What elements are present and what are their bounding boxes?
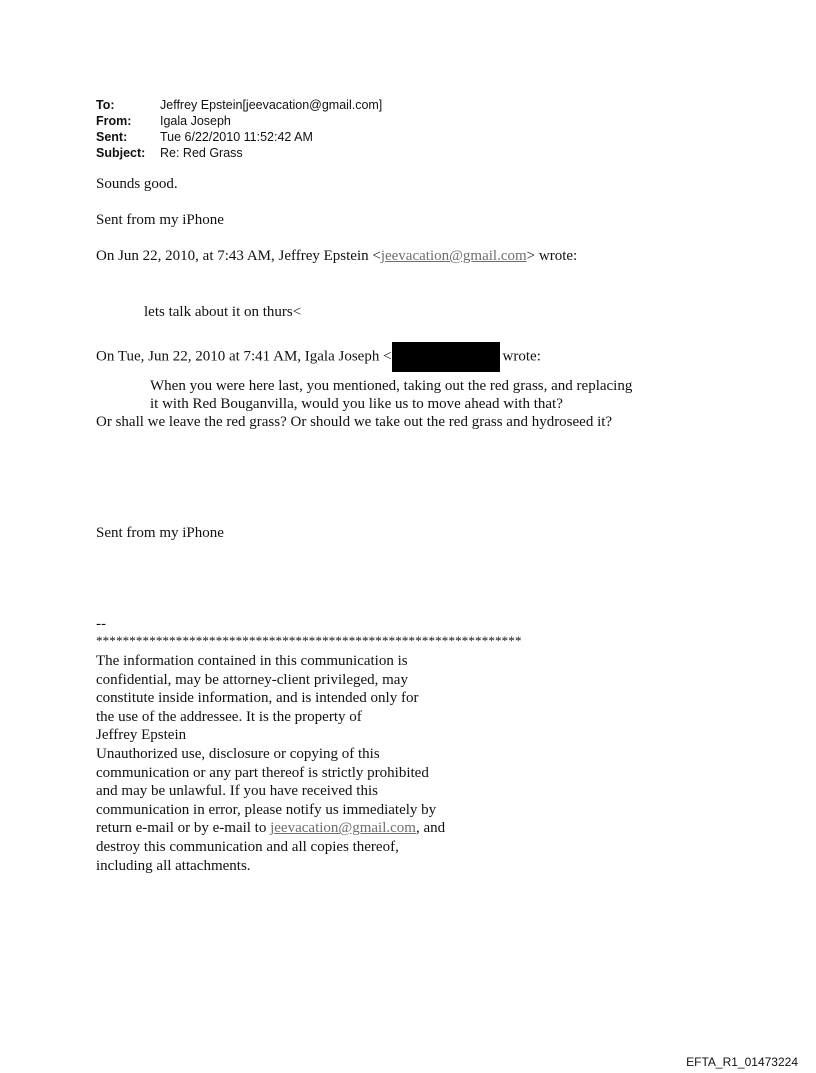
- redaction-box: [392, 342, 500, 372]
- quote-header-1-pre: On Jun 22, 2010, at 7:43 AM, Jeffrey Epstein <: [96, 248, 381, 264]
- sent-row: [96, 129, 382, 145]
- quote-header-2-pre: On Tue, Jun 22, 2010 at 7:41 AM, Igala Joseph <: [96, 348, 392, 365]
- disclaimer-line: [96, 819, 445, 838]
- disclaimer: [96, 652, 445, 875]
- signature-2: Sent from my iPhone: [96, 525, 224, 541]
- from-label: From:: [96, 114, 132, 128]
- subject-row: [96, 145, 382, 161]
- to-row: [96, 97, 382, 113]
- disclaimer-stars: ****************************************************************: [96, 633, 522, 648]
- disclaimer-line-pre: return e-mail or by e-mail to: [96, 820, 271, 837]
- to-value: Jeffrey Epstein[jeevacation@gmail.com]: [160, 98, 383, 112]
- signature-1: Sent from my iPhone: [96, 212, 224, 228]
- sent-label: Sent:: [96, 130, 128, 144]
- subject-label: Subject:: [96, 146, 146, 160]
- disclaimer-line: confidential, may be attorney-client privileged, may: [96, 671, 408, 688]
- disclaimer-line: Unauthorized use, disclosure or copying of this: [96, 745, 380, 762]
- original-line-1: When you were here last, you mentioned, taking out the red grass, and replacing: [150, 378, 633, 394]
- disclaimer-line: and may be unlawful. If you have received this: [96, 783, 378, 800]
- disclaimer-dashes: --: [96, 616, 106, 632]
- sent-value: Tue 6/22/2010 11:52:42 AM: [160, 130, 313, 144]
- disclaimer-line: communication or any part thereof is strictly prohibited: [96, 764, 429, 781]
- disclaimer-line: constitute inside information, and is intended only for: [96, 690, 419, 707]
- disclaimer-line: Jeffrey Epstein: [96, 727, 187, 744]
- quoted-reply: lets talk about it on thurs<: [144, 304, 302, 320]
- reply-text: Sounds good.: [96, 176, 178, 192]
- disclaimer-line: destroy this communication and all copies thereof,: [96, 838, 399, 855]
- disclaimer-line: the use of the addressee. It is the property of: [96, 708, 362, 725]
- from-row: [96, 113, 382, 129]
- email-link-1[interactable]: jeevacation@gmail.com: [380, 248, 527, 264]
- quote-header-1-post: > wrote:: [526, 248, 578, 264]
- disclaimer-line: The information contained in this communication is: [96, 653, 408, 669]
- original-line-2: it with Red Bouganvilla, would you like us to move ahead with that?: [150, 396, 563, 412]
- disclaimer-line: including all attachments.: [96, 857, 251, 874]
- quote-header-2: [96, 342, 541, 372]
- quote-header-2-post: wrote:: [502, 348, 541, 365]
- to-label: To:: [96, 98, 115, 112]
- from-value: Igala Joseph: [160, 114, 231, 128]
- quote-header-1: [96, 247, 577, 265]
- original-line-3: Or shall we leave the red grass? Or should we take out the red grass and hydroseed it?: [96, 414, 613, 430]
- subject-value: Re: Red Grass: [160, 146, 243, 160]
- email-link-2[interactable]: jeevacation@gmail.com: [270, 820, 416, 837]
- document-id: EFTA_R1_01473224: [686, 1055, 798, 1069]
- disclaimer-line-post: , and: [415, 820, 446, 837]
- email-header: [96, 97, 382, 161]
- disclaimer-line: communication in error, please notify us immediately by: [96, 801, 437, 818]
